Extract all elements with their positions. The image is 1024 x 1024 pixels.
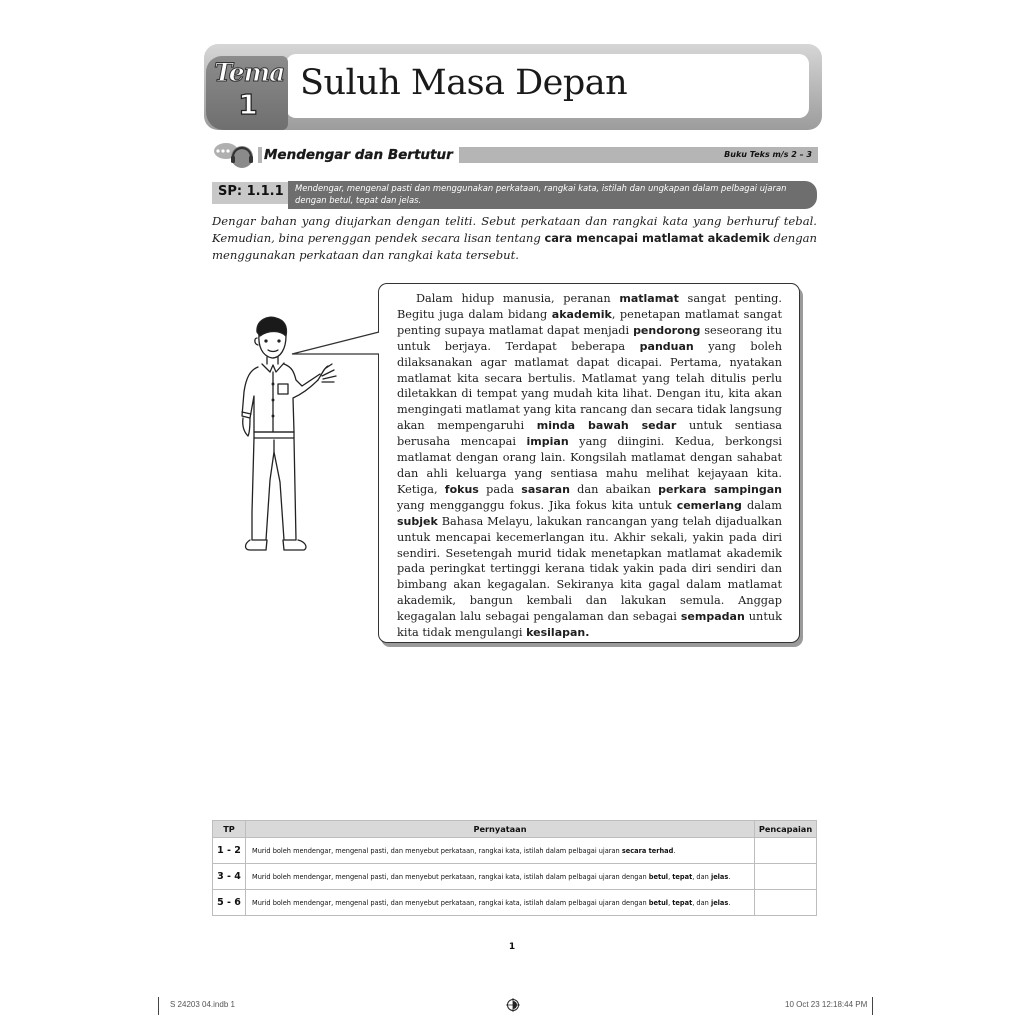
passage-text: Dalam hidup manusia, peranan: [416, 292, 620, 305]
headset-speech-icon: [212, 138, 256, 172]
header-pernyataan: Pernyataan: [246, 821, 755, 838]
speech-bubble-tail: [290, 330, 382, 366]
statement-text: ,: [668, 898, 673, 907]
keyword: panduan: [639, 339, 694, 353]
statement-keyword: betul: [648, 872, 669, 881]
tp-level: 3 - 4: [213, 864, 246, 890]
passage-text: untuk sentiasa berusaha mencapai: [397, 419, 783, 449]
statement-text: Murid boleh mendengar, mengenal pasti, dan menyebut perkataan, rangkai kata, istilah dalam pelbagai ujaran dengan: [252, 872, 649, 881]
theme-word: Tema: [214, 58, 285, 87]
textbook-reference: Buku Teks m/s 2 – 3: [724, 150, 812, 159]
crop-mark-left: [158, 997, 159, 1015]
statement-text: .: [728, 872, 731, 881]
table-row: [213, 838, 817, 864]
achievement-cell[interactable]: [755, 864, 817, 890]
theme-number: 1: [238, 88, 258, 121]
assessment-table: [212, 820, 817, 916]
crop-mark-right: [872, 997, 873, 1015]
sp-description: Mendengar, mengenal pasti dan menggunakan perkataan, rangkai kata, istilah dan ungkapan dalam pelbagai ujaran dengan betul, tepat dan jelas.: [295, 183, 787, 205]
statement-text: , dan: [692, 898, 711, 907]
keyword: akademik: [551, 307, 612, 321]
sp-code: SP: 1.1.1: [218, 184, 284, 199]
table-row: [213, 890, 817, 916]
passage-text: , penetapan matlamat sangat penting supaya matlamat dapat menjadi: [397, 307, 782, 337]
page-number: 1: [508, 942, 516, 952]
statement-text: Murid boleh mendengar, mengenal pasti, dan menyebut perkataan, rangkai kata, istilah dalam pelbagai ujaran: [252, 846, 622, 855]
keyword: perkara sampingan: [658, 482, 783, 496]
statement-text: , dan: [692, 872, 711, 881]
instruction: [212, 213, 817, 264]
keyword: fokus: [444, 482, 479, 496]
passage-text: yang mengganggu fokus. Jika fokus kita untuk: [397, 498, 677, 512]
keyword: kesilapan.: [526, 626, 590, 640]
statement-cell: [246, 864, 755, 890]
statement-keyword: tepat: [672, 872, 693, 881]
statement-keyword: secara terhad: [621, 846, 674, 855]
statement-keyword: betul: [648, 898, 669, 907]
keyword: sasaran: [521, 482, 570, 496]
registration-mark-icon: [506, 998, 520, 1012]
statement-text: .: [728, 898, 731, 907]
table-header-row: [213, 821, 817, 838]
keyword: impian: [526, 435, 569, 449]
keyword: sempadan: [680, 610, 745, 624]
passage-text: dalam: [741, 498, 782, 512]
passage-text: dan abaikan: [569, 482, 659, 496]
keyword: minda bawah sedar: [536, 419, 677, 433]
passage: [397, 291, 782, 641]
instruction-after: dengan menggunakan perkataan dan rangkai kata tersebut.: [212, 231, 818, 262]
passage-text: sangat penting. Begitu juga dalam bidang: [397, 292, 782, 321]
passage-text: Bahasa Melayu, lakukan rancangan yang telah dijadualkan untuk mencapai kecemerlangan itu. Akhir sekali, yakin pada diri sendiri. Sesetengah murid tidak menetapkan matlamat akademik pada peringkat tertinggi kerana tidak yakin pada diri sendiri dan bimbang akan kegagalan. Sekiranya kita gagal dalam matlamat akademik, bangun kembali dan lakukan semula. Anggap kegagalan lalu sebagai pengalaman dan sebagai: [397, 514, 782, 624]
keyword: pendorong: [633, 323, 701, 337]
tp-level: 1 - 2: [213, 838, 246, 864]
passage-text: yang diingini. Kedua, berkongsi matlamat dengan orang lain. Kongsilah matlamat dengan sahabat dan ahli keluarga yang sentiasa mahu melihat kejayaan kita. Ketiga,: [397, 435, 782, 496]
header-pencapaian: Pencapaian: [755, 821, 817, 838]
header-tp: TP: [213, 821, 246, 838]
print-timestamp: 10 Oct 23 12:18:44 PM: [785, 1000, 868, 1009]
statement-keyword: jelas: [710, 898, 729, 907]
instruction-bold: cara mencapai matlamat akademik: [544, 231, 770, 245]
keyword: subjek: [397, 514, 438, 528]
achievement-cell[interactable]: [755, 890, 817, 916]
passage-text: seseorang itu untuk berjaya. Terdapat beberapa: [397, 323, 782, 353]
achievement-cell[interactable]: [755, 838, 817, 864]
passage-text: pada: [478, 482, 522, 496]
statement-text: ,: [668, 872, 673, 881]
tp-level: 5 - 6: [213, 890, 246, 916]
passage-text: yang boleh dilaksanakan agar matlamat dapat dicapai. Pertama, nyatakan matlamat kita secara bertulis. Matlamat yang telah ditulis perlu diletakkan di tempat yang mudah kita lihat. Dengan itu, kita akan mengingati matlamat yang kita rancang dan secara tidak langsung akan mempengaruhi: [397, 339, 782, 433]
statement-cell: [246, 890, 755, 916]
statement-text: Murid boleh mendengar, mengenal pasti, dan menyebut perkataan, rangkai kata, istilah dalam pelbagai ujaran dengan: [252, 898, 649, 907]
statement-keyword: tepat: [672, 898, 693, 907]
table-row: [213, 864, 817, 890]
print-file-info: S 24203 04.indb 1: [170, 1000, 235, 1009]
section-label: Mendengar dan Bertutur: [262, 146, 459, 164]
statement-text: .: [673, 846, 676, 855]
keyword: cemerlang: [676, 498, 742, 512]
page-title: Suluh Masa Depan: [300, 63, 628, 103]
statement-cell: [246, 838, 755, 864]
passage-text: untuk kita tidak mengulangi: [397, 610, 782, 640]
instruction-before: Dengar bahan yang diujarkan dengan teliti. Sebut perkataan dan rangkai kata yang berhuruf tebal. Kemudian, bina perenggan pendek secara lisan tentang: [212, 214, 817, 245]
keyword: matlamat: [619, 292, 679, 305]
statement-keyword: jelas: [710, 872, 729, 881]
